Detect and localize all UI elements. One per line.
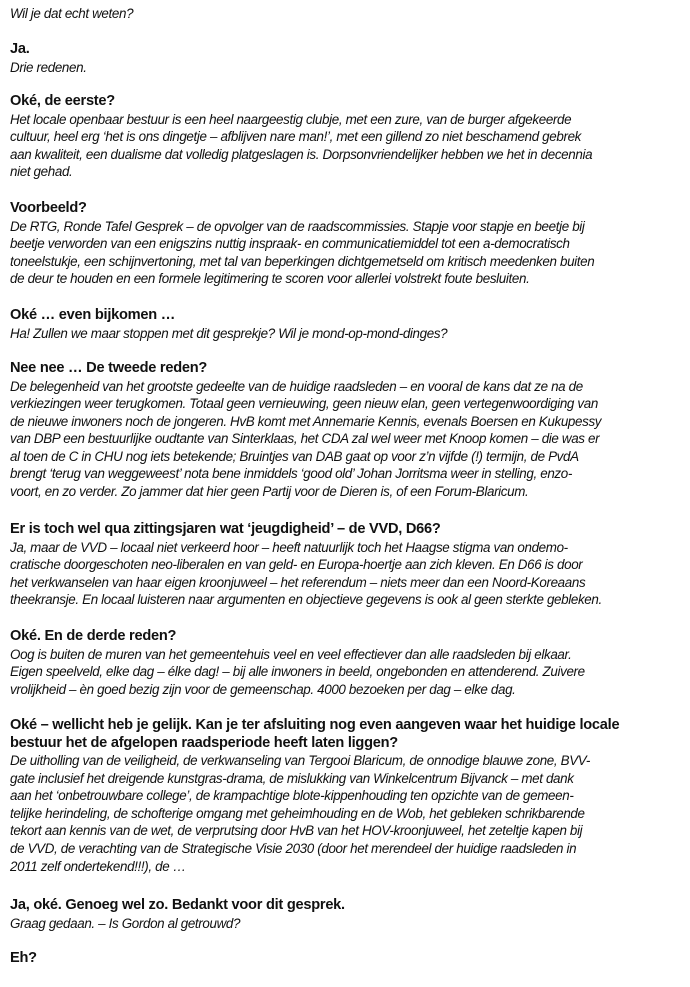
answer-text: tekort aan kennis van de wet, de verprutsing door HvB van het HOV-kroonjuweel, het zeteltje kapen bij — [10, 823, 583, 839]
answer-text: Eigen speelveld, elke dag – élke dag! – bij alle inwoners in beeld, ongebonden en attenderend. Zuivere — [10, 664, 585, 680]
question-text: Oké … even bijkomen … — [10, 307, 176, 323]
question-text: Ja. — [10, 41, 30, 57]
question-text: Er is toch wel qua zittingsjaren wat ‘jeugdigheid’ – de VVD, D66? — [10, 521, 441, 537]
answer-text: de VVD, de verachting van de Strategische Visie 2030 (door het merendeel der huidige raadsleden in — [10, 840, 577, 856]
answer-text: voort, en zo verder. Zo jammer dat hier geen Partij voor de Dieren is, of een Forum-Blaricum. — [10, 484, 529, 500]
question-text: Oké. En de derde reden? — [10, 628, 177, 644]
question-text: Oké – wellicht heb je gelijk. Kan je ter afsluiting nog even aangeven waar het huidige locale — [10, 717, 620, 733]
qa-section — [10, 200, 686, 288]
answer-text: aan kwaliteit, een dualisme dat volledig platgeslagen is. Dorpsonvriendelijker hebben we het in decennia — [10, 146, 593, 162]
question-text: Ja, oké. Genoeg wel zo. Bedankt voor dit gesprek. — [10, 897, 345, 913]
answer-text: al toen de C in CHU nog iets betekende; Bruintjes van DAB gaat op voor z’n vijfde (!) termijn, de PvdA — [10, 448, 579, 464]
answer-text: 2011 zelf ondertekend!!!), de … — [10, 858, 186, 874]
question-text: Oké, de eerste? — [10, 93, 115, 109]
question-text: Voorbeeld? — [10, 200, 87, 216]
answer-text: Wil je dat echt weten? — [10, 6, 134, 21]
answer-text: Ja, maar de VVD – locaal niet verkeerd hoor – heeft natuurlijk toch het Haagse stigma van ondemo- — [10, 539, 568, 555]
question-text: Nee nee … De tweede reden? — [10, 360, 208, 376]
answer-text: gate inclusief het dreigende kunstgras-drama, de mislukking van Winkelcentrum Bijvanck – met dank — [10, 770, 574, 786]
answer-text: De uitholling van de veiligheid, de verkwanseling van Tergooi Blaricum, de onnodige blauwe zone, BVV- — [10, 753, 591, 768]
answer-text: De RTG, Ronde Tafel Gesprek – de opvolger van de raadscommissies. Stapje voor stapje en beetje bij — [10, 218, 585, 234]
qa-section — [10, 307, 686, 342]
answer-text: Graag gedaan. – Is Gordon al getrouwd? — [10, 915, 241, 931]
qa-section — [10, 41, 686, 76]
qa-section — [10, 521, 686, 609]
answer-text: toneelstukje, een schijnvertoning, met tal van beperkingen dichtgemetseld om kritisch meedenken buiten — [10, 253, 595, 269]
answer-text: theekransje. En locaal luisteren naar argumenten en objectieve gegevens is ook al geen sterkte gebleken. — [10, 592, 602, 608]
answer-text: het verkwanselen van haar eigen kroonjuweel – het referendum – niets meer dan een Noord-Koreaans — [10, 574, 586, 590]
qa-section — [10, 717, 686, 875]
answer-text: De belegenheid van het grootste gedeelte van de huidige raadsleden – en vooral de kans dat ze na de — [10, 378, 583, 394]
answer-text: beetje verworden van een enigszins nuttig inspraak- en communicatiemiddel tot een a-democratisch — [10, 236, 570, 252]
answer-text: cultuur, heel erg ‘het is ons dingetje – afblijven nare man!’, met een gillend zo niet beschamend gebrek — [10, 129, 582, 145]
answer-text: cratische doorgeschoten neo-liberalen en van geld- en Europa-hoertje aan zich kleven. En D66 is door — [10, 557, 583, 573]
question-text: bestuur het de afgelopen raadsperiode heeft laten liggen? — [10, 734, 398, 751]
qa-section — [10, 950, 686, 968]
question-text: Eh? — [10, 950, 37, 966]
answer-text: Oog is buiten de muren van het gemeentehuis veel en veel effectiever dan alle raadsleden bij elkaar. — [10, 646, 572, 662]
answer-text: Ha! Zullen we maar stoppen met dit gesprekje? Wil je mond-op-mond-dinges? — [10, 325, 448, 341]
answer-text: brengt ‘terug van weggeweest’ nota bene inmiddels ‘good old’ Johan Jorritsma weer in stelling, enzo- — [10, 466, 572, 482]
qa-section — [10, 360, 686, 501]
answer-text: niet gehad. — [10, 164, 73, 180]
answer-text: van DBP een bestuurlijke oudtante van Sinterklaas, het CDA zal wel weer met Knoop komen – die was er — [10, 431, 600, 447]
qa-section — [10, 93, 686, 181]
answer-text: aan het ‘onbetrouwbare college’, de krampachtige blote-kippenhouding ten opzichte van de gemeen- — [10, 788, 574, 804]
answer-text: Drie redenen. — [10, 59, 87, 75]
answer-text: de deur te houden en een formele legitimering te scoren voor allerlei volstrekt foute besluiten. — [10, 271, 530, 287]
qa-section — [10, 628, 686, 698]
answer-text: verkiezingen weer terugkomen. Totaal geen vernieuwing, geen nieuw elan, geen vertegenwoordiging van — [10, 396, 598, 412]
answer-text: telijke herindeling, de schofterige omgang met geheimhouding en de Wob, het gebleken schrikbarende — [10, 805, 585, 821]
answer-text: vrolijkheid – èn goed bezig zijn voor de gemeenschap. 4000 bezoeken per dag – elke dag. — [10, 681, 516, 697]
qa-section — [10, 897, 686, 932]
intro-block — [10, 5, 686, 23]
answer-text: de nieuwe inwoners noch de jongeren. HvB komt met Annemarie Kennis, evenals Boersen en Kukupessy — [10, 413, 602, 429]
answer-text: Het locale openbaar bestuur is een heel naargeestig clubje, met een zure, van de burger afgekeerde — [10, 111, 572, 127]
